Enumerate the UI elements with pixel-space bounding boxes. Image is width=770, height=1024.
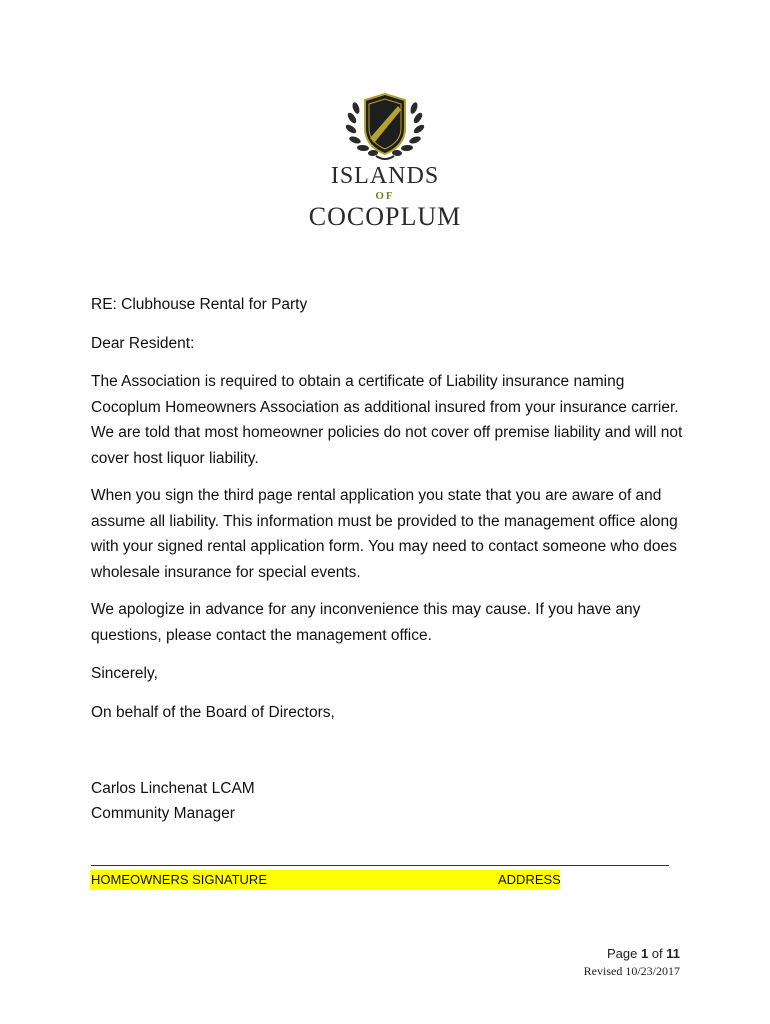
logo-line-cocoplum: COCOPLUM [308,202,462,231]
subject-line: RE: Clubhouse Rental for Party [91,296,308,313]
signer-title: Community Manager [91,805,235,822]
address-label: ADDRESS [497,870,559,890]
signature-line[interactable] [91,865,669,866]
revision-date: Revised 10/23/2017 [583,964,680,978]
on-behalf-line: On behalf of the Board of Directors, [91,704,335,721]
logo-line-of: OF [375,190,395,202]
crest-logo-icon [330,88,440,166]
paragraph-insurance: The Association is required to obtain a certificate of Liability insurance naming Cocoplum Homeowners Association as additional insured from your insurance carrier. We are told that most homeowner policies do not cover off premise liability and will not cover host liquor liability. [91,373,683,467]
salutation: Dear Resident: [91,335,195,352]
total-pages: 11 [666,946,680,961]
closing: Sincerely, [91,665,158,682]
page-footer [584,945,680,979]
logo-line-islands: ISLANDS [330,163,440,189]
homeowner-signature-label: HOMEOWNERS SIGNATURE [90,870,499,890]
paragraph-liability: When you sign the third page rental application you state that you are aware of and assume all liability. This information must be provided to the management office along with your signed rental application form. You may need to contact someone who does wholesale insurance for special events. [91,487,678,581]
paragraph-apology: We apologize in advance for any inconvenience this may cause. If you have any questions, please contact the management office. [91,601,641,644]
logo-wordmark [290,162,480,232]
current-page: 1 [640,946,649,961]
page-number: Page 1 of 11 [606,946,680,961]
signer-name: Carlos Linchenat LCAM [91,780,255,797]
